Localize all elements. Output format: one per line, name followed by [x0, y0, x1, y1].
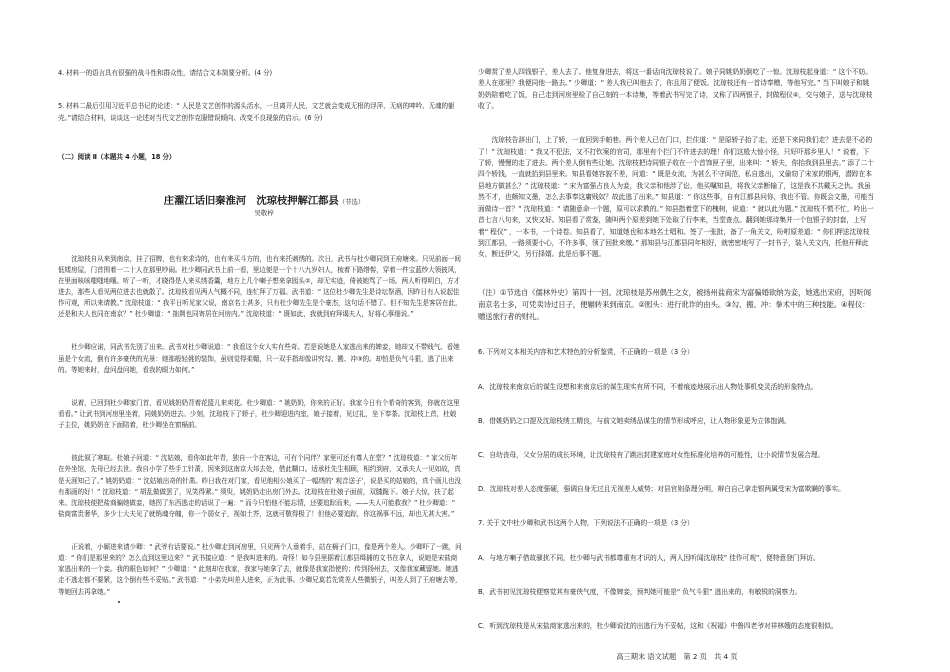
- right-column: [478, 44, 876, 644]
- question-7-option-b: B．武书初见沈琼枝便察觉其有豪侠气度，不像婢妾，预判她可能是“ 负气斗狠” 逃出来的，有敏锐的洞察力。: [478, 587, 802, 596]
- story-author: 吴敬梓: [254, 209, 274, 218]
- question-7-option-c: C．听到沈琼枝是从宋盐商家逃出来的，杜少卿说沈的出逃行为不妥帖，这和《祝福》中鲁四老爷对祥林嫂的态度很相似。: [478, 622, 838, 631]
- stray-dot-mark: [118, 601, 120, 603]
- story-paragraph: 沈琼枝自从来到南京，挂了招牌，也有来求诗的，也有来买斗方的，也有来托刺绣的。次日，武书与杜少卿同到王府塘来。只见前面一间低矮房屋，门首围着一二十人在那里吵闹。杜少卿同武书上前一看，里边便是一个十八九岁妇人，梳着下路绺髻，穿着一件宝蓝纱大领披风，在里面咳咳嗤嗤地嚷。听了一听，才晓得是人来买绣香囊，地方上几个喇子想来拿囮头②，却无实迹，倚被她骂了一场。两人听得明白，方才进去，那些人看见两位进去也就散了。沈琼枝看见两人气概不同，连忙拜了万福。武书道：“ 这位杜少卿先生是诗坛祭酒，因昨日有人说起佳作可观，所以来请教。” 沈琼枝道：“ 我平日听见家父说，南京名士甚多，只有杜少卿先生是个豪杰，这句话不错了。但不知先生是客居在此，还是和夫人也同在南京？” 杜少卿道：“ 拙荆也同寄居在河房内。” 沈琼枝道：“ 既如此，我就到府拜谒夫人，好将心事细说。”: [58, 254, 462, 319]
- question-7-stem: 7. 关于文中杜少卿和武书这两个人物，下列说法不正确的一项是（3 分）: [478, 519, 694, 528]
- question-4: 4. 材料一的语言具有很强的战斗性和群众性，请结合文本简要分析。(4 分): [58, 69, 272, 78]
- question-6-option-c: C．自幼丧母，父女分居的成长环境，让沈琼枝有了跳出封建家庭对女性标准化培养的可能性，让小说情节发展合理。: [478, 451, 825, 459]
- story-title-note: （节选）: [338, 198, 365, 207]
- question-6-stem: 6. 下列对文本相关内容和艺术特色的分析鉴赏，不正确的一项是（3 分）: [478, 348, 694, 357]
- story-paragraph: 说着，已回到杜少卿家门首，看见姚奶奶背着花篮儿来卖花。杜少卿道：“ 姚奶奶，你来的正好。我家今日有个希奇的客到，你就在这里看看。” 让武书到河房里坐着，同姚奶奶进去。少刻，沈琼枝下了轿子，杜少卿迎进内室，娘子接着，见过礼，坐下奉茶。沈琼枝上首，杜娘子主位，姚奶奶在下面陪着，杜少卿坐在窗槅前。: [58, 398, 460, 430]
- question-7-option-a: A．与地方喇子借故骚扰不同，杜少卿与武书都尊重有才识的人，两人因听闻沈琼枝“ 佳作可观”，便特意登门拜访。: [478, 553, 820, 562]
- question-6-option-d: D．沈琼枝对差人态度强硬，强调自身无过且无视差人威势；对县官则条理分明，辩白自己拿走银两属受宋为富欺瞒的事实。: [478, 485, 845, 494]
- story-paragraph: 杜少卿应诺，同武书先别了出来。武书对杜少卿说道：“ 我看这个女人实有些奇。若是说她是人家逃出来的婢妾，她却又不带贱气。看她虽是个女流，倒有许多豪侠的光景：她那般轻佻的装饰，虽则觉得柔媚，只一双手指却像讲究勾、搬、冲③的。却怕是负气斗狠，逃了出来的。等她来时，盘问盘问她，看我的眼力如何。”: [58, 343, 460, 374]
- story-paragraph: 正说着，小厮进来请少卿：“ 武爷有话要说。” 杜少卿走到河房里，只见两个人垂着手，站在槅子门口，像是两个差人。少卿吓了一跳，问道：“ 你们是那里来的？怎么直到这里边来？” 武书接应道：“ 是我叫进来的。奇怪！如今县里据着江都县缉捕的文书在拿人，说她是宋盐商家逃出来的一个妾。我的眼色如何？” 少卿道：“ 此刻却在我家，我家与她拿了去，就像是我家指使的；传到扬州去，又像我家藏留她。她逃走不逃走都不要紧，这个倒有些不妥贴。” 武书道：“ 小弟先叫差人进来，正为此事。少卿兄莫若先赏差人些微银子，叫差人到了王府塘去等，等她回去再拿她。”: [58, 543, 462, 596]
- story-paragraph: 彼此叙了寒暄。杜娘子问道：“ 沈姑娘，看你如此年青，独自一个在客边，可有个同伴？家里可还有尊人在堂？” 沈琼枝道：“ 家父历年在外坐馆，先母已经去世。我自小学了些手工针黹，因来到这南京大邦去处，借此糊口。适承杜先生相顾，相约到府，又承夫人一见如故，真是天涯知己了。” 姚奶奶道：“ 沈姑娘出奇的针黹。昨日我在对门家，看见他相公娘买了一幅绣的‘ 观音送子’，说是买的姑娘的，真个画儿也没有那画的好！” 沈琼枝道：“ 胡乱做做罢了，见笑得紧。” 须臾，姚奶奶走出房门外去。沈琼枝在杜娘子面前，双膝跪下。娘子大惊，扶了起来。沈琼枝便把盐商骗她做妾，她拐了东西逃走的话说了一遍：“ 而今只怕他不能忘情，还要追踪而来，——夫人可能救我？” 杜少卿道：“ 盐商富贵奢华，多少士大夫见了就销魂夺魄，你一个弱女子，视如土芥，这就可敬得极了！但他必要追踪，你这祸事不远，却也无甚大害。”: [58, 454, 461, 518]
- question-5: 5. 材料二最后引用习近平总书记的论述：“ 人民是文艺创作的源头活水，一旦离开人民，文艺就会变成无根的浮萍、无病的呻吟、无魂的躯壳。”请结合材料，谈谈这一论述对当代文艺创作克服错误倾向、改变不良现象的启示。(6 分): [58, 102, 455, 122]
- left-column: [58, 46, 462, 609]
- question-6-option-a: A．沈琼枝来南京后的谋生设想和来南京后的谋生现实有所不同，不着痕迹地展示出人物处事机变灵活的形象特点。: [478, 382, 818, 391]
- question-6-option-b: B．借姚奶奶之口提及沈琼枝绣工精良，与前文她卖绣品谋生的情节形成呼应，让人物形象更为立体饱满。: [478, 416, 791, 425]
- section-heading: （二）阅读 Ⅱ（本题共 4 小题，18 分）: [58, 152, 176, 161]
- story-paragraph: 少卿赏了差人四钱银子，差人去了。他复身进去，将这一番话向沈琼枝说了。娘子同姚奶奶倒吃了一惊。沈琼枝起身道：“ 这个不妨。差人在那里？我便同他一路去。” 少卿道：“ 差人我已叫他去了，你且用了便饭。沈琼枝还有一首诗奉赠，等他写完。” 当下叫娘子和姚奶奶陪着吃了饭，自己走到河房里检了自己刻的一本诗集，等着武书写完了诗，又称了四两银子，封做程仪④，交与娘子，送与沈琼枝收了。: [478, 67, 873, 111]
- page-footer: 高三期末 语文试题 第 2 页 共 4 页: [616, 652, 738, 661]
- story-title-row: [58, 185, 462, 230]
- annotation-notes: （注）①节选自《儒林外史》第四十一回。沈琼枝是苏州偶生之女，被扬州盐商宋为富骗婚欲纳为妾，她逃出宋府，因听闻南京名士多，可凭卖诗过日子，便辗转来到南京。②囮头：进行讹诈的由头。③勾、搬、冲：拳术中的三种技能。④程仪：赠送旅行者的财礼。: [478, 287, 871, 321]
- story-paragraph: 沈琼枝告辞出门，上了轿，一直回到手帕巷。两个差人已在门口，拦住道：“ 是原轿子抬了走，还是下来同我们走？进去是不必的了！” 沈琼枝道：“ 我又不犯法，又不打钦案的官司，那里有个拦门不许进去的理！你们这般大惊小怪，只好吓那乡里人！” 说着，下了轿，慢慢的走了进去。两个差人倒有些让她。沈琼枝把诗同银子收在一个首饰匣子里，出来叫：“ 轿夫，你抬我到县里去。” 添了二十四个轿钱，一直就抬到县里来。知县看她容貌不差，问道：“ 既是女流，为甚么不守闺范，私自逃出，又偷窃了宋家的银两，潜踪在本县地方做甚么？” 沈琼枝道：“ 宋为富强占良人为妾，我父亲和他涉了讼，他买嘱知县，将我父亲断输了，这是我不共戴天之仇。我虽然不才，也颇知文墨，怎么去事奉这庸贱奴？故此逃了出来。” 知县道：“ 你这些事，自有江都县问你，我也不管。你既会文墨，可能当面做诗一首？” 沈琼枝道：“ 请随意命一个题，原可以求教的。” 知县指着堂下的槐树，说道：“ 就以此为题。” 沈琼枝不慌不忙，吟出一首七言八句来，又快又好。知县看了赏鉴，随叫两个原差到她下处取了行李来，当堂查点。翻到她那诗集并一个包银子的封套，上写着“ 程仪” ，一本书，一个诗卷。知县看了，知道她也和本地名士唱和。签了一张批，备了一角关文，吩咐原差道：“ 你们押送沈琼枝到江都县，一路须要小心，不许多事，领了回批来缴。” 那知县与江都县同年相好，就密密地写了一封书子，装入关文内，托他开释此女，断还伊父，另行择婿。此是后事不题。: [478, 136, 874, 259]
- story-title: 庄濯江话旧秦淮河 沈琼枝押解江都县: [163, 195, 339, 208]
